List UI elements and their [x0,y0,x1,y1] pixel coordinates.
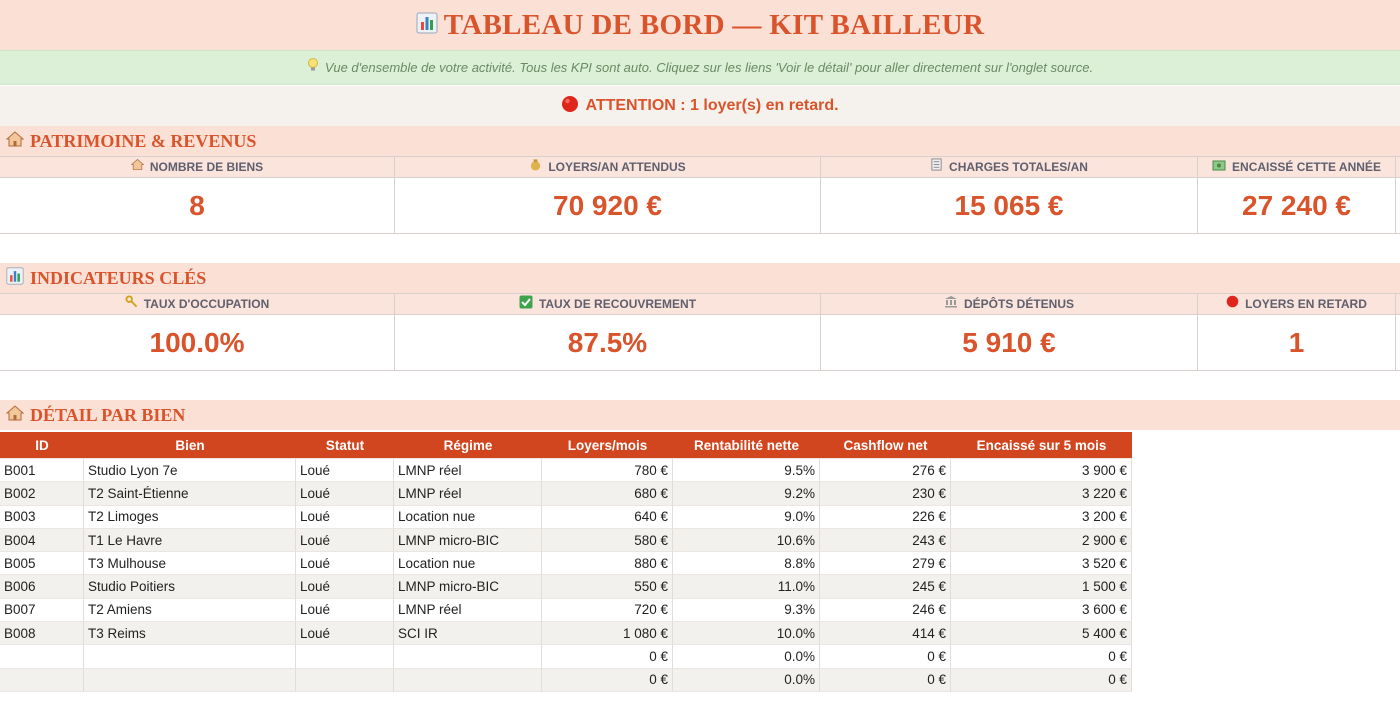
dashboard-title-bar [0,0,1400,50]
receipt-icon [930,158,943,176]
section-detail-header [0,400,1400,430]
cell-id[interactable]: B001 [0,459,84,482]
cell-cashflow[interactable]: 226 € [820,506,951,529]
cell-loyers[interactable]: 550 € [542,575,673,598]
cell-rentabilite[interactable]: 10.6% [673,529,820,552]
kpi-value-depots: 5 910 € [821,315,1198,370]
cell-rentabilite[interactable]: 10.0% [673,622,820,645]
cell-bien[interactable]: T2 Saint-Étienne [84,482,296,505]
kpi-value-occupation: 100.0% [0,315,395,370]
cell-statut[interactable]: Loué [296,599,394,622]
cell-regime[interactable]: LMNP réel [394,482,542,505]
cell-encaisse[interactable]: 0 € [951,645,1132,668]
column-header-bien[interactable]: Bien [84,432,296,459]
cell-bien[interactable]: T3 Mulhouse [84,552,296,575]
cell-bien[interactable] [84,669,296,692]
kpi-value-nombre-biens: 8 [0,178,395,233]
cell-cashflow[interactable]: 0 € [820,645,951,668]
cell-id[interactable]: B008 [0,622,84,645]
cell-encaisse[interactable]: 0 € [951,669,1132,692]
cell-cashflow[interactable]: 245 € [820,575,951,598]
column-header-regime[interactable]: Régime [394,432,542,459]
section-title: PATRIMOINE & REVENUS [30,130,257,151]
cell-statut[interactable] [296,669,394,692]
house-icon [6,404,24,427]
kpi-value-charges: 15 065 € [821,178,1198,233]
cell-statut[interactable]: Loué [296,529,394,552]
table-row[interactable] [0,482,1132,505]
cell-id[interactable] [0,645,84,668]
cell-regime[interactable] [394,645,542,668]
indicateurs-kpi-values [0,315,1400,371]
cell-rentabilite[interactable]: 9.2% [673,482,820,505]
cell-rentabilite[interactable]: 11.0% [673,575,820,598]
indicateurs-kpi-labels [0,293,1400,315]
cell-rentabilite[interactable]: 9.5% [673,459,820,482]
cell-regime[interactable]: SCI IR [394,622,542,645]
cell-statut[interactable]: Loué [296,506,394,529]
key-icon [125,295,138,313]
subtitle-text: Vue d'ensemble de votre activité. Tous les KPI sont auto. Cliquez sur les liens 'Voir le détail' pour aller directement sur l'onglet source. [324,60,1094,75]
page-title: TABLEAU DE BORD — KIT BAILLEUR [443,8,985,41]
cell-cashflow[interactable]: 276 € [820,459,951,482]
cell-cashflow[interactable]: 414 € [820,622,951,645]
cell-bien[interactable]: Studio Poitiers [84,575,296,598]
kpi-label-recouvrement: TAUX DE RECOUVREMENT [395,294,821,314]
cell-id[interactable]: B006 [0,575,84,598]
table-row[interactable] [0,599,1132,622]
cell-statut[interactable]: Loué [296,482,394,505]
cell-cashflow[interactable]: 230 € [820,482,951,505]
section-patrimoine-header [0,126,1400,156]
cell-statut[interactable] [296,645,394,668]
cell-statut[interactable]: Loué [296,575,394,598]
cell-regime[interactable]: LMNP micro-BIC [394,529,542,552]
table-row[interactable] [0,506,1132,529]
cell-statut[interactable]: Loué [296,622,394,645]
bar-chart-icon [416,12,438,39]
table-row[interactable] [0,575,1132,598]
table-row[interactable] [0,669,1132,692]
cell-loyers[interactable]: 780 € [542,459,673,482]
money-bag-icon [529,158,542,176]
cell-id[interactable]: B005 [0,552,84,575]
cell-encaisse[interactable]: 2 900 € [951,529,1132,552]
bar-chart-icon [6,267,24,290]
bank-icon [944,295,958,313]
cell-rentabilite[interactable]: 9.3% [673,599,820,622]
column-header-cashflow[interactable]: Cashflow net [820,432,951,459]
column-header-id[interactable]: ID [0,432,84,459]
cell-id[interactable] [0,669,84,692]
house-icon [6,130,24,153]
cell-bien[interactable]: Studio Lyon 7e [84,459,296,482]
column-header-encaisse[interactable]: Encaissé sur 5 mois [951,432,1132,459]
kpi-label-retard: LOYERS EN RETARD [1198,294,1396,314]
section-title: INDICATEURS CLÉS [30,267,207,288]
cell-bien[interactable]: T3 Reims [84,622,296,645]
kpi-value-retard: 1 [1198,315,1396,370]
alert-text: ATTENTION : 1 loyer(s) en retard. [585,97,839,114]
cell-bien[interactable]: T2 Limoges [84,506,296,529]
lightbulb-icon [307,58,319,77]
alert-bar [0,86,1400,126]
cell-id[interactable]: B003 [0,506,84,529]
cell-regime[interactable] [394,669,542,692]
section-title: DÉTAIL PAR BIEN [30,404,186,425]
cell-cashflow[interactable]: 246 € [820,599,951,622]
cell-encaisse[interactable]: 3 900 € [951,459,1132,482]
cell-loyers[interactable]: 640 € [542,506,673,529]
cell-encaisse[interactable]: 1 500 € [951,575,1132,598]
cell-regime[interactable]: LMNP micro-BIC [394,575,542,598]
table-header-row [0,432,1132,459]
cell-loyers[interactable]: 720 € [542,599,673,622]
table-row[interactable] [0,529,1132,552]
patrimoine-kpi-values [0,178,1400,234]
cell-rentabilite[interactable]: 8.8% [673,552,820,575]
table-row[interactable] [0,645,1132,668]
cell-encaisse[interactable]: 3 600 € [951,599,1132,622]
banknote-icon [1212,158,1226,176]
cell-statut[interactable]: Loué [296,552,394,575]
cell-loyers[interactable]: 0 € [542,669,673,692]
cell-loyers[interactable]: 0 € [542,645,673,668]
cell-bien[interactable]: T2 Amiens [84,599,296,622]
kpi-value-recouvrement: 87.5% [395,315,821,370]
cell-encaisse[interactable]: 3 520 € [951,552,1132,575]
cell-bien[interactable]: T1 Le Havre [84,529,296,552]
cell-encaisse[interactable]: 5 400 € [951,622,1132,645]
cell-id[interactable]: B007 [0,599,84,622]
kpi-label-encaisse: ENCAISSÉ CETTE ANNÉE [1198,157,1396,177]
kpi-label-loyers-attendus: LOYERS/AN ATTENDUS [395,157,821,177]
cell-cashflow[interactable]: 0 € [820,669,951,692]
cell-rentabilite[interactable]: 9.0% [673,506,820,529]
cell-regime[interactable]: LMNP réel [394,459,542,482]
kpi-value-loyers-attendus: 70 920 € [395,178,821,233]
column-header-statut[interactable]: Statut [296,432,394,459]
cell-loyers[interactable]: 680 € [542,482,673,505]
cell-bien[interactable] [84,645,296,668]
table-row[interactable] [0,552,1132,575]
cell-regime[interactable]: Location nue [394,552,542,575]
cell-encaisse[interactable]: 3 220 € [951,482,1132,505]
cell-loyers[interactable]: 880 € [542,552,673,575]
red-circle-icon [1226,295,1239,313]
kpi-label-charges: CHARGES TOTALES/AN [821,157,1198,177]
column-header-loyers[interactable]: Loyers/mois [542,432,673,459]
subtitle-bar [0,50,1400,85]
cell-regime[interactable]: Location nue [394,506,542,529]
kpi-label-occupation: TAUX D'OCCUPATION [0,294,395,314]
section-indicateurs-header [0,263,1400,293]
kpi-value-encaisse: 27 240 € [1198,178,1396,233]
table-row[interactable] [0,622,1132,645]
cell-cashflow[interactable]: 279 € [820,552,951,575]
table-row[interactable] [0,459,1132,482]
cell-regime[interactable]: LMNP réel [394,599,542,622]
cell-encaisse[interactable]: 3 200 € [951,506,1132,529]
table-body [0,459,1132,692]
house-icon [131,158,144,176]
cell-loyers[interactable]: 580 € [542,529,673,552]
column-header-rentabilite[interactable]: Rentabilité nette [673,432,820,459]
kpi-label-nombre-biens: NOMBRE DE BIENS [0,157,395,177]
cell-cashflow[interactable]: 243 € [820,529,951,552]
cell-rentabilite[interactable]: 0.0% [673,645,820,668]
red-circle-icon [561,95,579,118]
check-icon [519,295,533,314]
detail-table [0,432,1132,692]
cell-loyers[interactable]: 1 080 € [542,622,673,645]
cell-rentabilite[interactable]: 0.0% [673,669,820,692]
cell-id[interactable]: B004 [0,529,84,552]
patrimoine-kpi-labels [0,156,1400,178]
cell-statut[interactable]: Loué [296,459,394,482]
cell-id[interactable]: B002 [0,482,84,505]
kpi-label-depots: DÉPÔTS DÉTENUS [821,294,1198,314]
